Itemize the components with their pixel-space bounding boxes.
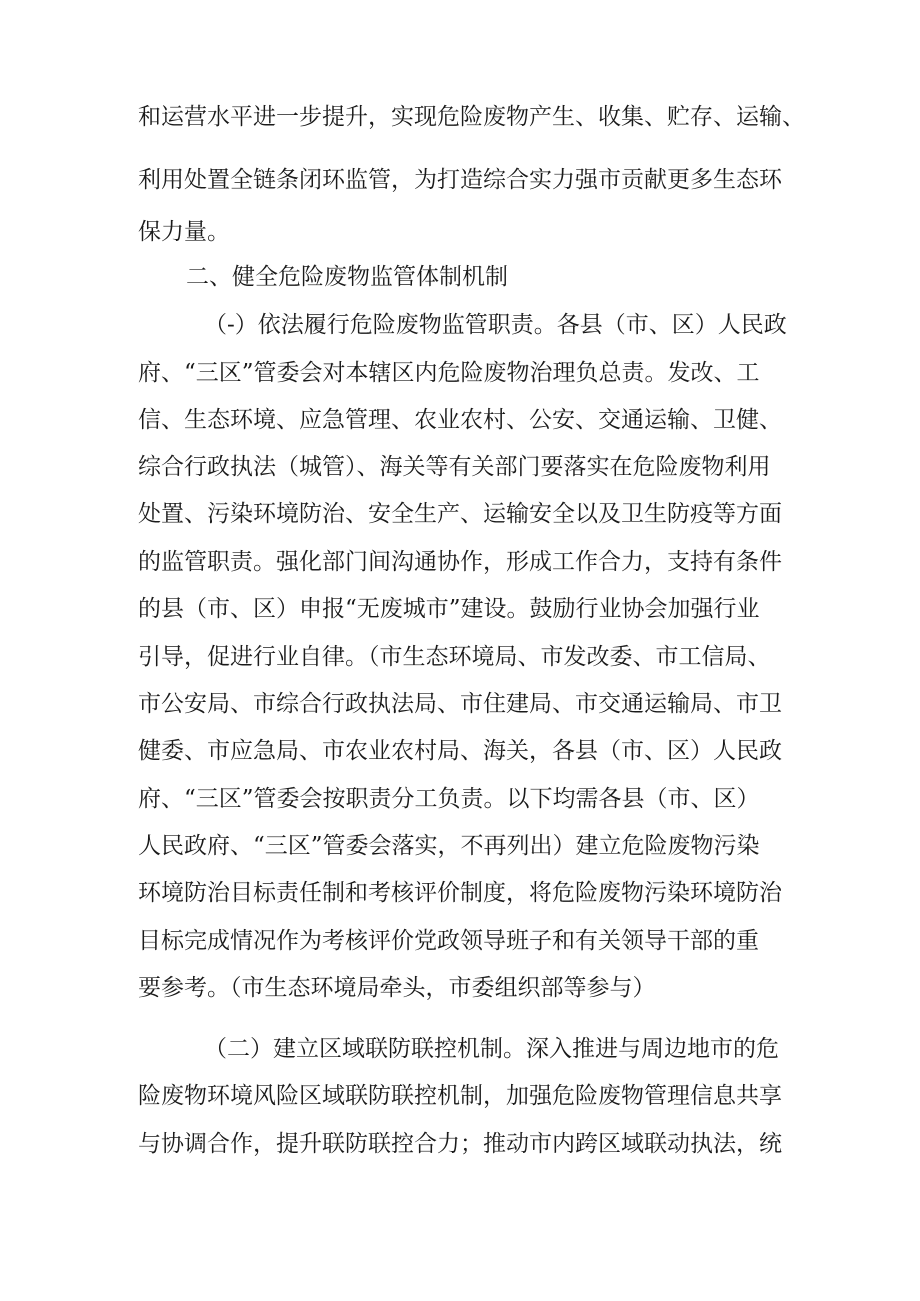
body-text-line: 目标完成情况作为考核评价党政领导班子和有关领导干部的重 bbox=[138, 928, 759, 954]
body-text-line: 府、“三区”管委会按职责分工负责。以下均需各县（市、区） bbox=[138, 786, 760, 812]
body-text-line: 保力量。 bbox=[138, 219, 230, 245]
body-text-line: 环境防治目标责任制和考核评价制度，将危险废物污染环境防治 bbox=[138, 880, 782, 906]
body-text-line: 利用处置全链条闭环监管，为打造综合实力强市贡献更多生态环 bbox=[138, 167, 782, 193]
subsection-heading-line: （二）建立区域联防联控机制。深入推进与周边地市的危 bbox=[204, 1036, 779, 1062]
body-text-line: 健委、市应急局、市农业农村局、海关，各县（市、区）人民政 bbox=[138, 738, 782, 764]
body-text-line: 市公安局、市综合行政执法局、市住建局、市交通运输局、市卫 bbox=[138, 691, 782, 717]
body-text-line: 要参考。（市生态环境局牵头，市委组织部等参与） bbox=[138, 975, 656, 1001]
body-text-line: 引导，促进行业自律。（市生态环境局、市发改委、市工信局、 bbox=[138, 644, 771, 670]
body-text-line: 人民政府、“三区”管委会落实，不再列出）建立危险废物污染 bbox=[138, 833, 760, 859]
body-text-line: 信、生态环境、应急管理、农业农村、公安、交通运输、卫健、 bbox=[138, 407, 782, 433]
section-heading: 二、健全危险废物监管体制机制 bbox=[186, 264, 508, 290]
body-text-line: 的县（市、区）申报“无废城市”建设。鼓励行业协会加强行业 bbox=[138, 596, 760, 622]
body-text-line: 的监管职责。强化部门间沟通协作，形成工作合力，支持有条件 bbox=[138, 549, 782, 575]
body-text-line: 综合行政执法（城管）、海关等有关部门要落实在危险废物利用 bbox=[138, 454, 771, 480]
body-text-line: 处置、污染环境防治、安全生产、运输安全以及卫生防疫等方面 bbox=[138, 501, 782, 527]
subsection-heading-line: （-）依法履行危险废物监管职责。各县（市、区）人民政 bbox=[204, 312, 787, 338]
body-text-line: 府、“三区”管委会对本辖区内危险废物治理负总责。发改、工 bbox=[138, 360, 760, 386]
body-text-line: 和运营水平进一步提升，实现危险废物产生、收集、贮存、运输、 bbox=[138, 104, 805, 130]
body-text-line: 险废物环境风险区域联防联控机制，加强危险废物管理信息共享 bbox=[138, 1083, 782, 1109]
body-text-line: 与协调合作，提升联防联控合力；推动市内跨区域联动执法，统 bbox=[138, 1131, 782, 1157]
